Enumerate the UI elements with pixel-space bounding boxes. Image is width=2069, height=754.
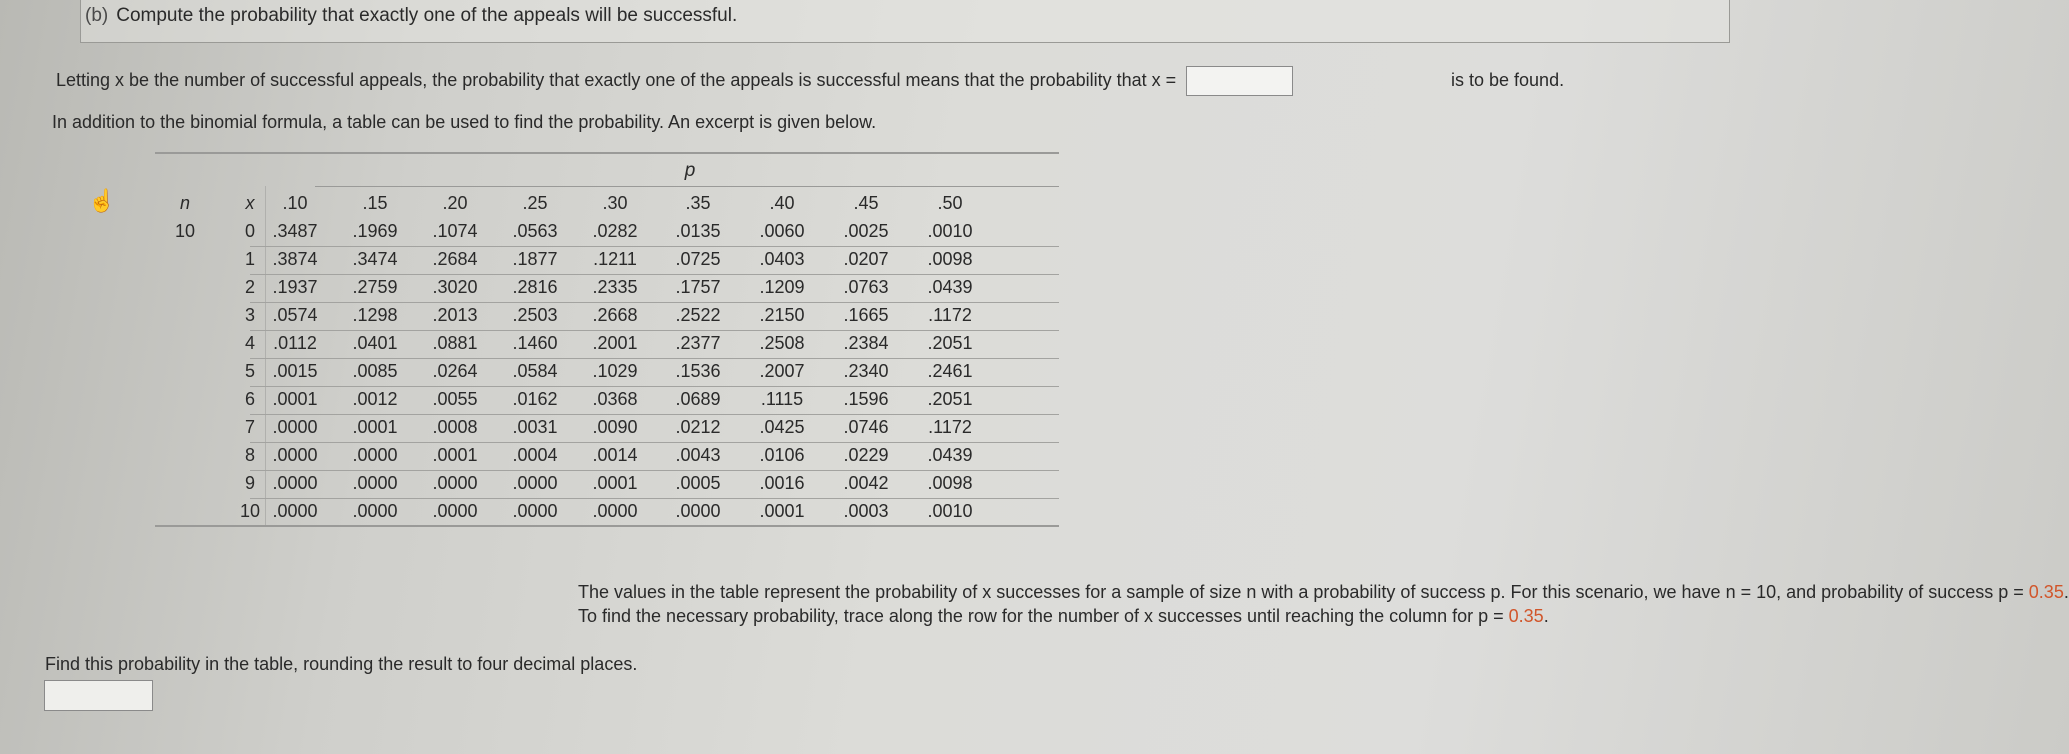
- probability-cell: .0135: [675, 221, 721, 241]
- probability-cell: .0098: [927, 249, 973, 269]
- p-header-3: .25: [522, 193, 548, 213]
- p-header-4: .30: [602, 193, 628, 213]
- p-header-8: .50: [937, 193, 963, 213]
- probability-cell: .0012: [352, 389, 398, 409]
- probability-cell: .1757: [675, 277, 721, 297]
- probability-cell: .2377: [675, 333, 721, 353]
- probability-cell: .0112: [273, 333, 317, 353]
- probability-cell: .2461: [927, 361, 973, 381]
- probability-cell: .1969: [352, 221, 398, 241]
- probability-cell: .2508: [759, 333, 805, 353]
- probability-cell: .0055: [432, 389, 478, 409]
- probability-cell: .0403: [759, 249, 805, 269]
- part-b-header: [80, 0, 1730, 43]
- probability-cell: .0000: [512, 501, 558, 521]
- probability-cell: .0264: [432, 361, 478, 381]
- probability-cell: .0106: [759, 445, 805, 465]
- p-header-5: .35: [685, 193, 711, 213]
- probability-cell: .1536: [675, 361, 721, 381]
- x-header: x: [245, 193, 255, 213]
- explanation-line-2: [578, 606, 1549, 627]
- probability-cell: .2335: [592, 277, 638, 297]
- probability-cell: .0000: [675, 501, 721, 521]
- table-row: [155, 440, 1059, 471]
- probability-cell: .0008: [432, 417, 478, 437]
- probability-cell: .0090: [592, 417, 638, 437]
- x-value-cell: 2: [244, 277, 255, 297]
- table-header-row: [155, 188, 1059, 219]
- probability-cell: .2150: [759, 305, 805, 325]
- probability-cell: .1596: [843, 389, 889, 409]
- x-value-cell: 7: [244, 417, 255, 437]
- probability-cell: .2384: [843, 333, 889, 353]
- table-row: [155, 468, 1059, 499]
- probability-cell: .1298: [352, 305, 398, 325]
- probability-cell: .0001: [272, 389, 318, 409]
- explanation-text-2b: .: [1543, 606, 1549, 626]
- probability-cell: .1460: [512, 333, 558, 353]
- probability-cell: .0584: [512, 361, 558, 381]
- probability-cell: .0010: [927, 221, 973, 241]
- table-row: [155, 216, 1059, 247]
- probability-cell: .0060: [759, 221, 805, 241]
- probability-cell: .0001: [759, 501, 805, 521]
- table-row: [155, 412, 1059, 443]
- probability-cell: .3487: [272, 221, 318, 241]
- probability-cell: .0014: [592, 445, 638, 465]
- probability-cell: .2759: [352, 277, 398, 297]
- p-header-1: .15: [362, 193, 388, 213]
- x-value-cell: 3: [244, 305, 255, 325]
- probability-cell: .2007: [759, 361, 805, 381]
- probability-cell: .1937: [272, 277, 318, 297]
- p-header-0: .10: [282, 193, 308, 213]
- probability-cell: .0000: [272, 501, 318, 521]
- x-value-cell: 4: [244, 333, 255, 353]
- n-header: n: [179, 193, 190, 213]
- probability-cell: .3474: [352, 249, 398, 269]
- table-intro: In addition to the binomial formula, a table can be used to find the probability. An excerpt is given below.: [52, 112, 877, 132]
- x-value-cell: 6: [244, 389, 255, 409]
- probability-cell: .0207: [843, 249, 889, 269]
- probability-cell: .2668: [592, 305, 638, 325]
- probability-cell: .0031: [512, 417, 558, 437]
- explanation-text-2a: To find the necessary probability, trace along the row for the number of x successes until reaching the column for p =: [578, 606, 1509, 626]
- probability-cell: .1029: [592, 361, 638, 381]
- probability-cell: .0212: [675, 417, 721, 437]
- x-value-cell: 10: [239, 501, 261, 521]
- table-row: [155, 356, 1059, 387]
- x-value-cell: 0: [244, 221, 255, 241]
- x-value-cell: 9: [244, 473, 255, 493]
- probability-cell: .0001: [432, 445, 478, 465]
- p-header-7: .45: [853, 193, 879, 213]
- probability-cell: .0001: [592, 473, 638, 493]
- probability-cell: .0229: [843, 445, 889, 465]
- n-value: 10: [1756, 582, 1777, 602]
- x-value-cell: 8: [244, 445, 255, 465]
- probability-cell: .0000: [272, 445, 318, 465]
- probability-cell: .0763: [843, 277, 889, 297]
- probability-cell: .0881: [432, 333, 478, 353]
- part-label: (b): [85, 5, 109, 26]
- table-row: [155, 244, 1059, 275]
- probability-cell: .0000: [432, 473, 478, 493]
- probability-cell: .0439: [927, 277, 973, 297]
- x-value-cell: 1: [244, 249, 255, 269]
- probability-cell: .0282: [592, 221, 638, 241]
- explanation-text-1c: .: [2063, 582, 2069, 602]
- probability-cell: .0574: [272, 305, 318, 325]
- probability-cell: .0085: [352, 361, 398, 381]
- p-header-6: .40: [769, 193, 795, 213]
- probability-cell: .1211: [593, 249, 637, 269]
- explanation-text-1a: The values in the table represent the probability of x successes for a sample of size n with a probability of success p. For this scenario, we have n =: [578, 582, 1757, 602]
- probability-cell: .0000: [272, 417, 318, 437]
- probability-cell: .0003: [843, 501, 889, 521]
- hand-pointer-icon: ☝: [88, 188, 116, 213]
- n-value-cell: 10: [174, 221, 196, 241]
- probability-cell: .1877: [512, 249, 558, 269]
- probability-cell: .0098: [927, 473, 973, 493]
- probability-cell: .0368: [592, 389, 638, 409]
- p-header-2: .20: [442, 193, 468, 213]
- table-row: [155, 272, 1059, 303]
- probability-cell: .0000: [272, 473, 318, 493]
- p-rule: [315, 186, 1059, 187]
- probability-cell: .0746: [843, 417, 889, 437]
- part-b-title: [85, 5, 737, 27]
- probability-cell: .1074: [432, 221, 478, 241]
- probability-cell: .1172: [928, 305, 972, 325]
- probability-cell: .0401: [352, 333, 398, 353]
- probability-cell: .2522: [675, 305, 721, 325]
- probability-cell: .0000: [592, 501, 638, 521]
- probability-cell: .0439: [927, 445, 973, 465]
- probability-cell: .2051: [927, 333, 973, 353]
- x-value-input[interactable]: [1186, 66, 1293, 96]
- probability-cell: .3020: [432, 277, 478, 297]
- probability-cell: .0010: [927, 501, 973, 521]
- probability-cell: .0000: [352, 501, 398, 521]
- intro-sentence: [56, 66, 1303, 96]
- probability-cell: .0004: [512, 445, 558, 465]
- intro-text: Letting x be the number of successful appeals, the probability that exactly one of the appeals is successful means that the probability that x =: [56, 69, 1177, 90]
- probability-cell: .0162: [512, 389, 558, 409]
- probability-cell: .0043: [675, 445, 721, 465]
- probability-cell: .0000: [512, 473, 558, 493]
- probability-cell: .0000: [352, 473, 398, 493]
- table-top-rule: [155, 152, 1059, 154]
- probability-cell: .1172: [928, 417, 972, 437]
- probability-cell: .2503: [512, 305, 558, 325]
- part-b-question: Compute the probability that exactly one of the appeals will be successful.: [116, 5, 738, 26]
- probability-cell: .2684: [432, 249, 478, 269]
- probability-cell: .1209: [759, 277, 805, 297]
- p-value-2: 0.35: [1508, 606, 1544, 626]
- x-value-cell: 5: [244, 361, 255, 381]
- table-row: [155, 384, 1059, 415]
- probability-cell: .2340: [843, 361, 889, 381]
- probability-cell: .2051: [927, 389, 973, 409]
- explanation-line-1: [578, 582, 2069, 603]
- probability-cell: .0042: [843, 473, 889, 493]
- probability-cell: .0001: [352, 417, 398, 437]
- probability-cell: .0000: [432, 501, 478, 521]
- probability-cell: .0016: [759, 473, 805, 493]
- probability-cell: .0563: [512, 221, 558, 241]
- probability-answer-input[interactable]: [44, 680, 153, 711]
- probability-cell: .0005: [675, 473, 721, 493]
- probability-cell: .0015: [272, 361, 318, 381]
- intro-after-text: is to be found.: [1451, 70, 1565, 90]
- table-row: [155, 496, 1059, 527]
- table-bottom-rule: [155, 525, 1059, 527]
- instruction-text: Find this probability in the table, rounding the result to four decimal places.: [45, 654, 638, 674]
- p-label: p: [684, 160, 696, 181]
- p-value: 0.35: [2028, 582, 2064, 602]
- probability-cell: .2013: [432, 305, 478, 325]
- probability-cell: .2001: [592, 333, 638, 353]
- explanation-text-1b: , and probability of success p =: [1776, 582, 2029, 602]
- probability-cell: .1665: [843, 305, 889, 325]
- probability-cell: .0000: [352, 445, 398, 465]
- probability-cell: .3874: [272, 249, 318, 269]
- probability-cell: .0689: [675, 389, 721, 409]
- probability-cell: .0025: [843, 221, 889, 241]
- probability-cell: .1115: [760, 389, 804, 409]
- probability-cell: .2816: [512, 277, 558, 297]
- probability-cell: .0725: [675, 249, 721, 269]
- table-row: [155, 300, 1059, 331]
- probability-cell: .0425: [759, 417, 805, 437]
- table-row: [155, 328, 1059, 359]
